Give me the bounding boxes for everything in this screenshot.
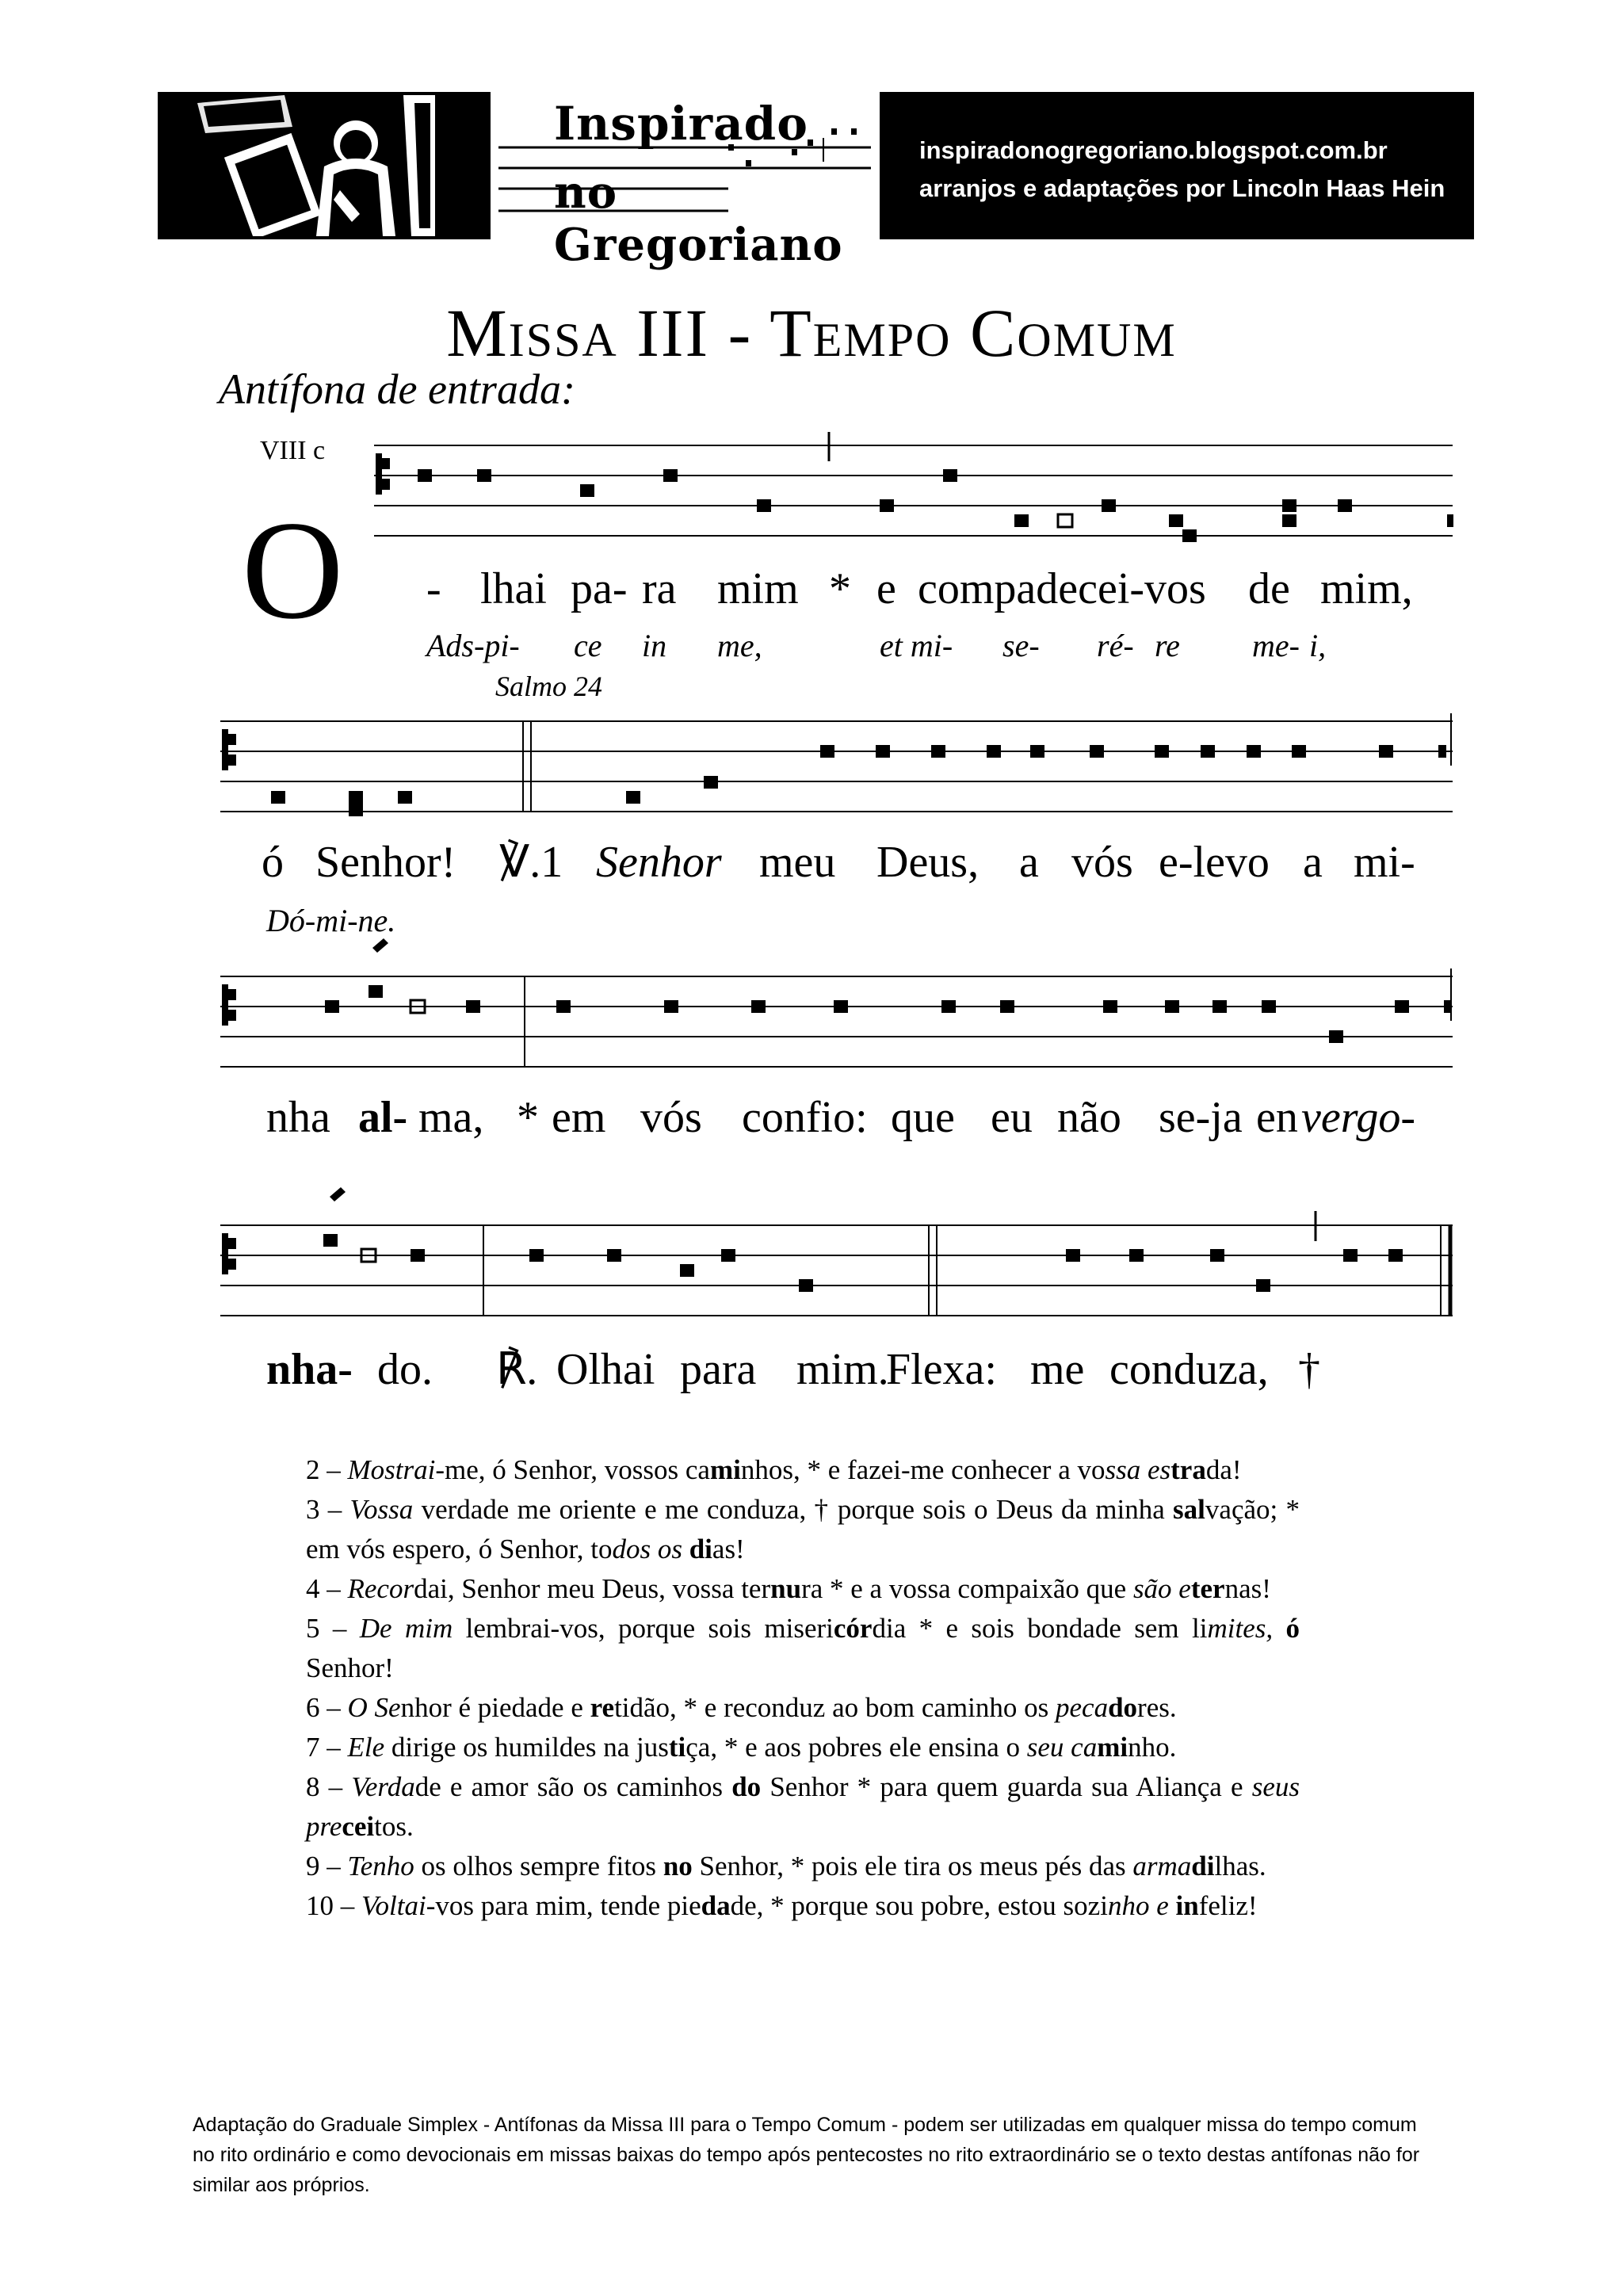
staff-4-lines <box>220 1225 1453 1316</box>
psalm-verses <box>306 1450 1300 1926</box>
lyric-syllable: Senhor! <box>315 838 456 887</box>
lyric-syllable: e-levo <box>1159 838 1270 887</box>
psalm-reference: Salmo 24 <box>495 670 602 702</box>
latin-syllable: me- <box>1252 628 1300 663</box>
lyric-syllable: * <box>829 564 851 613</box>
blog-title-line-1: Inspirado <box>554 97 808 151</box>
lyric-syllable: para <box>680 1345 757 1394</box>
lyric-syllable: † <box>1298 1345 1320 1394</box>
lyric-syllable: Flexa: <box>886 1345 997 1394</box>
mode-label: VIII c <box>260 436 326 465</box>
lyric-syllable: - <box>426 564 441 613</box>
lyric-syllable: confio: <box>742 1093 868 1142</box>
latin-syllable: i, <box>1309 628 1327 663</box>
blog-title-line-2: no Gregoriano <box>554 166 843 271</box>
psalm-verse: 10 – Voltai-vos para mim, tende piedade, * porque sou pobre, estou sozinho e infeliz! <box>306 1890 1258 1921</box>
psalm-verse: 3 – Vossa verdade me oriente e me conduza, † porque sois o Deus da minha salvação; * em vós espero, ó Senhor, todos os dias! <box>306 1494 1300 1564</box>
staff-4-double-bar <box>929 1225 937 1316</box>
lyric-syllable: mim. <box>796 1345 889 1394</box>
psalm-verse: 6 – O Senhor é piedade e retidão, * e reconduz ao bom caminho os pecadores. <box>306 1692 1177 1723</box>
lyric-syllable: de <box>1248 564 1290 613</box>
lyric-syllable: nha- <box>266 1345 353 1394</box>
lyric-syllable: que <box>891 1093 955 1142</box>
staff-4-clef <box>222 1233 236 1274</box>
lyric-syllable: ra <box>642 564 677 613</box>
lyric-syllable: ma, <box>418 1093 484 1142</box>
lyric-syllable: conduza, <box>1109 1345 1269 1394</box>
psalm-verse: 2 – Mostrai-me, ó Senhor, vossos caminhos, * e fazei-me conhecer a vossa estrada! <box>306 1454 1242 1485</box>
lyric-syllable: nha <box>266 1093 330 1142</box>
latin-syllable: re <box>1155 628 1180 663</box>
antiphon-label: Antífona de entrada: <box>219 365 575 413</box>
lyric-syllable: se-ja <box>1159 1093 1243 1142</box>
latin-syllable: Ads-pi- <box>426 628 520 663</box>
page-title: Missa III - Tempo Comum <box>446 295 1177 371</box>
footer-note: Adaptação do Graduale Simplex - Antífonas da Missa III para o Tempo Comum - podem ser utilizadas em qualquer missa do tempo comum no rito ordinário e como devocionais em missas baixas do tempo após pentecostes no rito extraordinário se o texto destas antífonas não for similar aos próprios. <box>193 2114 1420 2196</box>
site-url: inspiradonogregoriano.blogspot.com.br <box>919 136 1388 164</box>
psalm-verse: 5 – De mim lembrai-vos, porque sois misericórdia * e sois bondade sem limites, ó Senhor! <box>306 1613 1300 1683</box>
lyric-syllable: ℣.1 <box>499 838 563 887</box>
lyric-syllable: ó <box>262 838 284 887</box>
lyric-syllable: al- <box>358 1093 408 1142</box>
latin-syllable: in <box>642 628 667 663</box>
lyric-syllable: Senhor <box>596 838 722 887</box>
lyric-syllable: mi- <box>1354 838 1415 887</box>
lyric-syllable: vós <box>1071 838 1133 887</box>
lyric-syllable: e <box>876 564 896 613</box>
latin-syllable: me, <box>717 628 762 663</box>
latin-syllable: Dó-mi-ne. <box>266 903 396 938</box>
lyric-syllable: a <box>1019 838 1039 887</box>
lyric-syllable: me <box>1030 1345 1085 1394</box>
psalm-verse: 8 – Verdade e amor são os caminhos do Senhor * para quem guarda sua Aliança e seus preceitos. <box>306 1771 1300 1842</box>
latin-syllable: ce <box>574 628 602 663</box>
lyric-syllable: en <box>1256 1093 1298 1142</box>
accent-mark-icon <box>330 1187 346 1201</box>
latin-syllable: et mi- <box>880 628 953 663</box>
lyric-syllable: mim, <box>1320 564 1413 613</box>
lyric-syllable: do. <box>377 1345 433 1394</box>
staff-4-notes <box>323 1234 1403 1292</box>
lyric-syllable: vós <box>640 1093 702 1142</box>
lyric-syllable: meu <box>759 838 836 887</box>
psalm-verse: 7 – Ele dirige os humildes na justiça, * e aos pobres ele ensina o seu caminho. <box>306 1732 1177 1763</box>
psalm-verse: 4 – Recordai, Senhor meu Deus, vossa ternura * e a vossa compaixão que são eternas! <box>306 1573 1271 1604</box>
latin-syllable: se- <box>1002 628 1040 663</box>
lyric-syllable: pa- <box>571 564 628 613</box>
lyric-syllable: em <box>552 1093 606 1142</box>
lyric-syllable: compadecei-vos <box>918 564 1206 613</box>
lyric-syllable: mim <box>717 564 799 613</box>
lyric-syllable: vergo- <box>1301 1093 1416 1142</box>
lyric-syllable: a <box>1303 838 1323 887</box>
psalm-verse: 9 – Tenho os olhos sempre fitos no Senhor, * pois ele tira os meus pés das armadilhas. <box>306 1851 1266 1881</box>
lyric-syllable: Olhai <box>556 1345 655 1394</box>
lyric-syllable: ℟. <box>496 1345 538 1394</box>
lyric-syllable: não <box>1057 1093 1121 1142</box>
lyric-syllable: * <box>517 1093 539 1142</box>
lyric-syllable: lhai <box>480 564 547 613</box>
credits-text: arranjos e adaptações por Lincoln Haas Hein <box>919 174 1445 202</box>
latin-syllable: ré- <box>1097 628 1134 663</box>
lyric-syllable: Deus, <box>876 838 980 887</box>
staff-4-final-bar <box>1441 1225 1450 1316</box>
lyric-syllable: eu <box>991 1093 1033 1142</box>
drop-cap-initial: O <box>242 491 344 648</box>
